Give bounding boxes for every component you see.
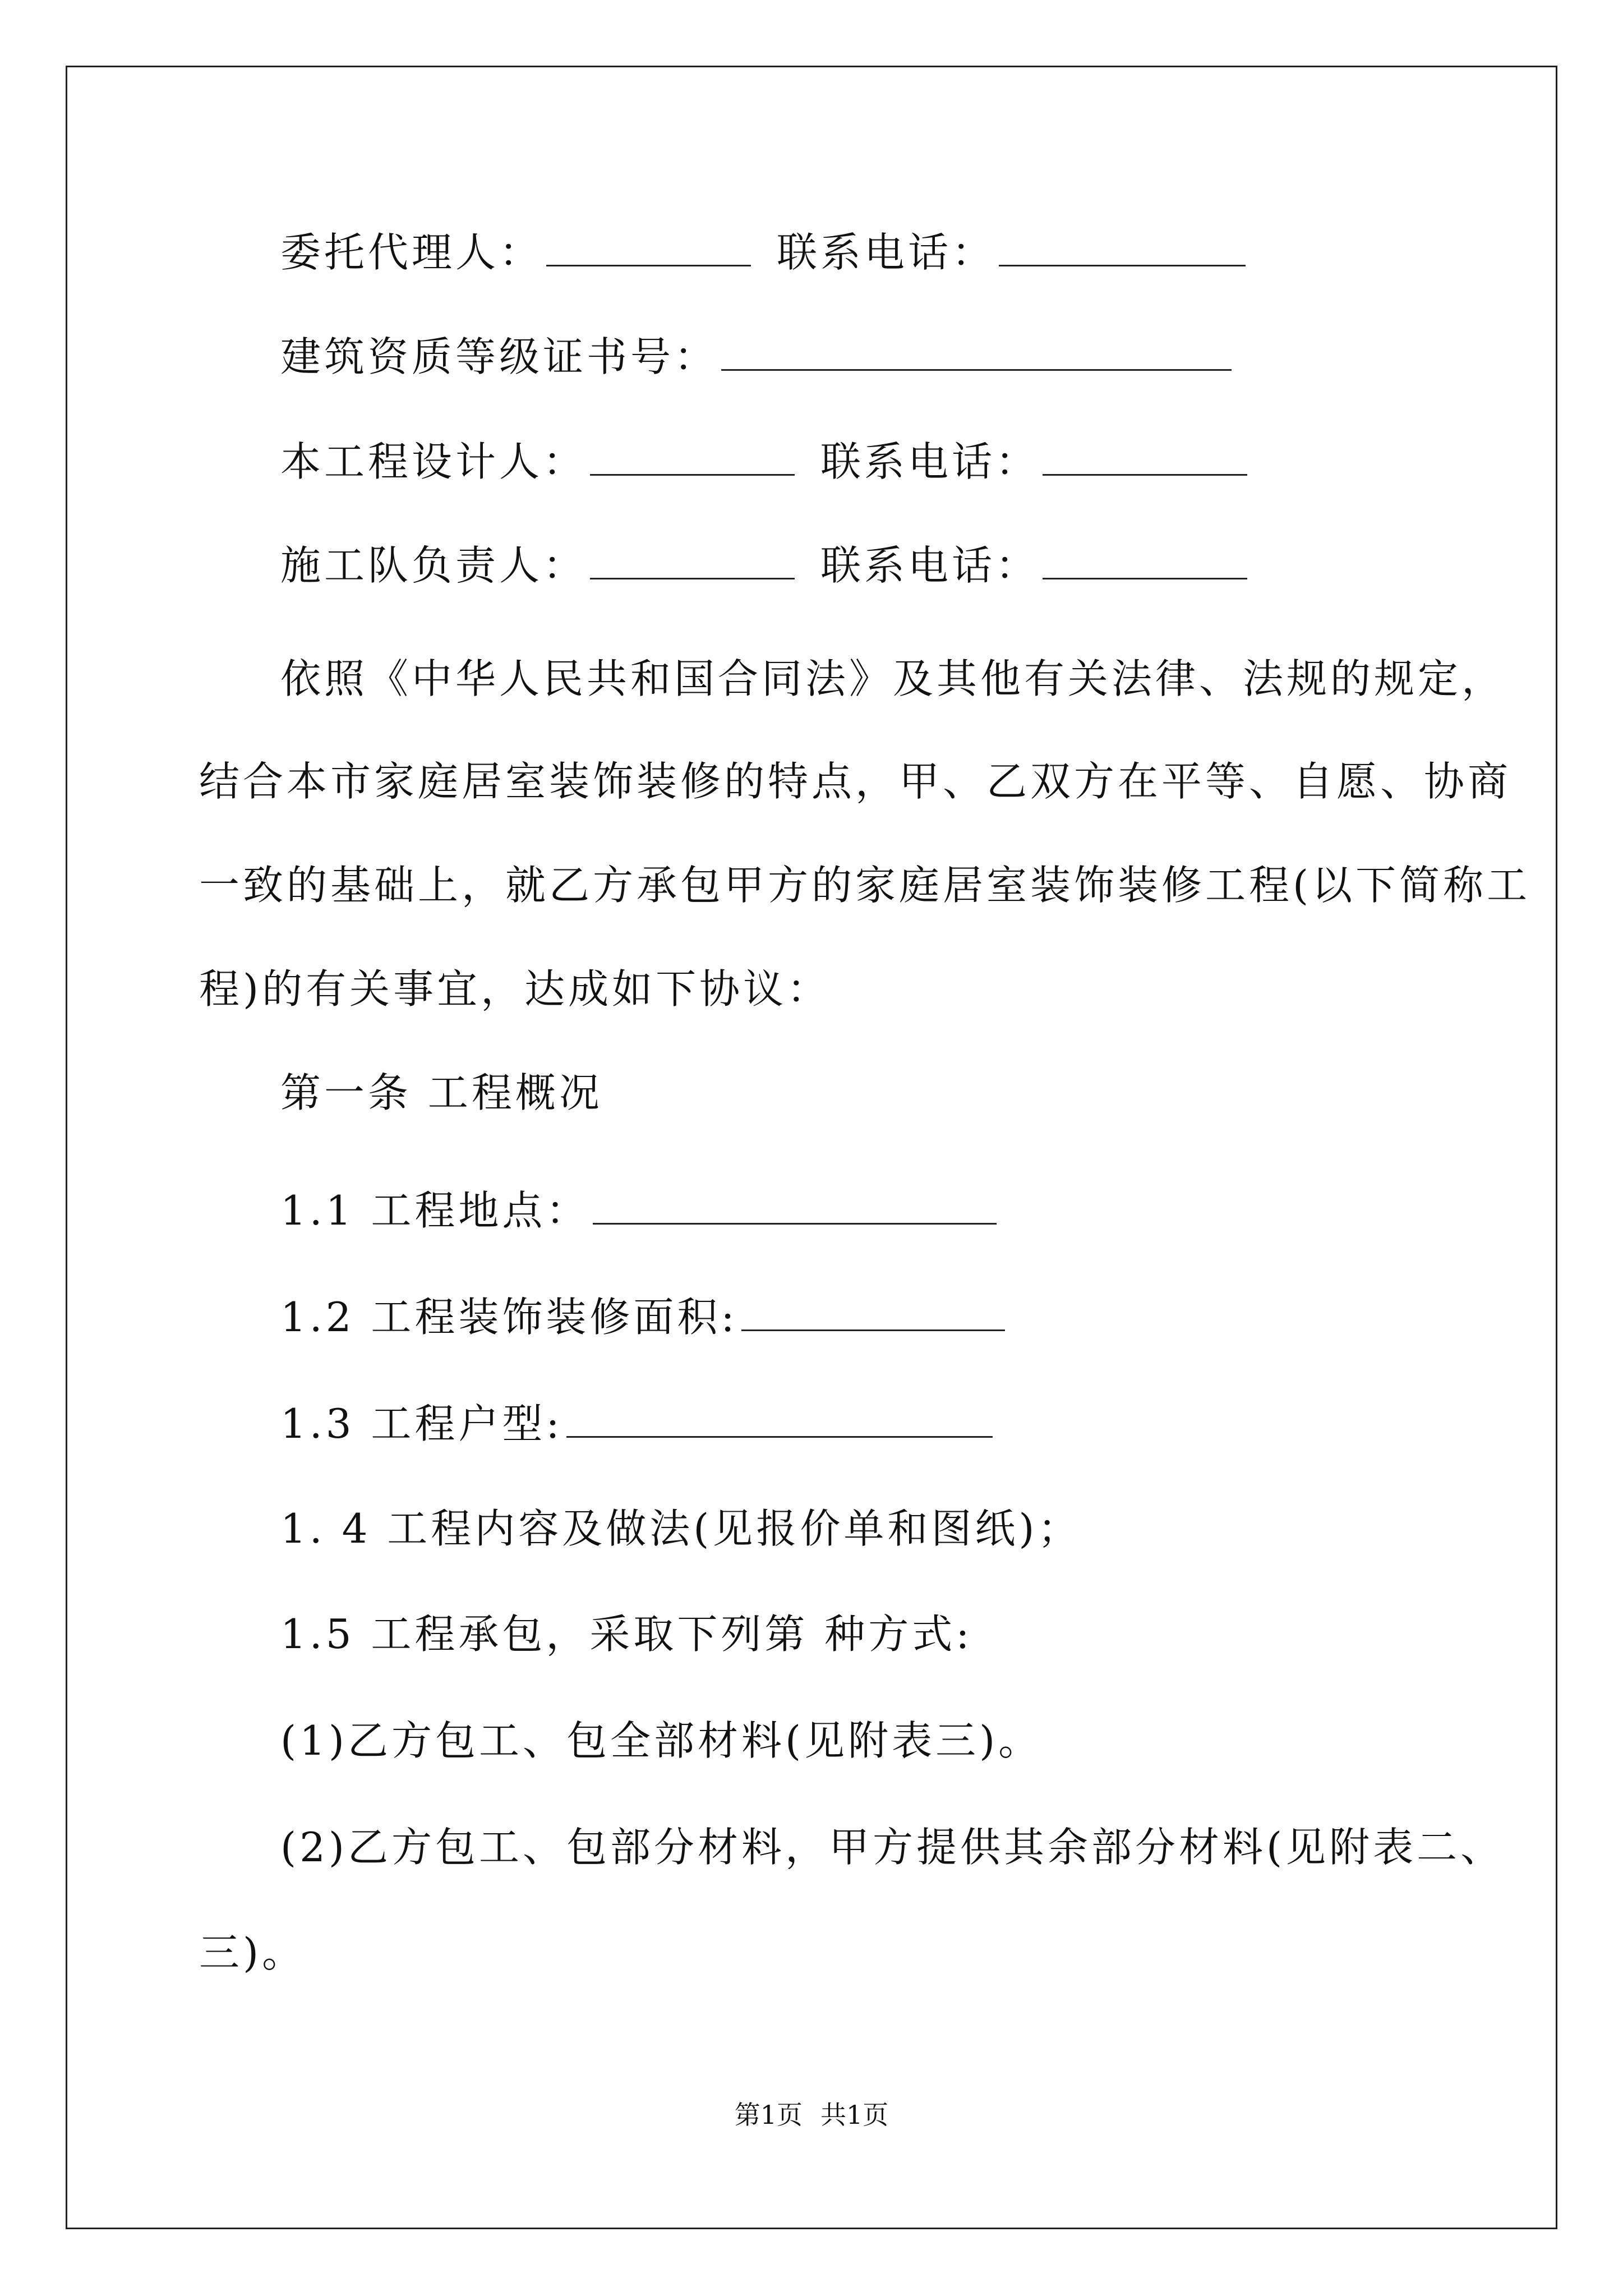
agent-phone-blank[interactable]	[999, 228, 1246, 266]
crew-phone-label: 联系电话：	[820, 542, 1040, 589]
item-1-3-line	[280, 1397, 996, 1451]
item-1-4: 1. 4 工程内容及做法(见报价单和图纸)；	[280, 1505, 1082, 1552]
item-1-3-blank[interactable]	[566, 1399, 993, 1438]
crew-blank[interactable]	[590, 541, 795, 579]
intro-line-4: 程)的有关事宜，达成如下协议：	[199, 965, 831, 1013]
designer-blank[interactable]	[590, 437, 795, 476]
cert-line	[280, 330, 1235, 384]
item-1-5: 1.5 工程承包，采取下列第 种方式:	[280, 1611, 973, 1658]
page-footer	[0, 2098, 1623, 2132]
item-1-1-line	[280, 1184, 1000, 1237]
designer-phone-blank[interactable]	[1043, 437, 1247, 476]
agent-blank[interactable]	[546, 228, 751, 266]
item-1-2-label: 1.2 工程装饰装修面积:	[280, 1294, 738, 1341]
designer-phone-label: 联系电话：	[820, 438, 1040, 485]
option-2-line-1: (2)乙方包工、包部分材料，甲方提供其余部分材料(见附表二、	[280, 1824, 1505, 1871]
page-frame	[66, 66, 1557, 2229]
intro-line-2: 结合本市家庭居室装饰装修的特点，甲、乙双方在平等、自愿、协商	[199, 758, 1512, 805]
agent-phone-label: 联系电话：	[777, 229, 996, 276]
intro-line-3: 一致的基础上，就乙方承包甲方的家庭居室装饰装修工程(以下简称工	[199, 862, 1531, 909]
agent-line	[280, 226, 1249, 279]
item-1-1-blank[interactable]	[593, 1186, 997, 1225]
designer-label: 本工程设计人：	[280, 438, 587, 485]
cert-label: 建筑资质等级证书号：	[280, 333, 718, 380]
page-total: 共1页	[820, 2100, 889, 2130]
item-1-1-label: 1.1 工程地点：	[280, 1187, 590, 1234]
crew-phone-blank[interactable]	[1043, 541, 1247, 579]
item-1-2-line	[280, 1290, 1008, 1344]
designer-line	[280, 435, 1251, 489]
page-current: 第1页	[734, 2100, 803, 2130]
intro-line-1: 依照《中华人民共和国合同法》及其他有关法律、法规的规定，	[280, 655, 1506, 702]
crew-label: 施工队负责人：	[280, 542, 587, 589]
crew-line	[280, 539, 1251, 592]
cert-blank[interactable]	[721, 332, 1232, 371]
option-1: (1)乙方包工、包全部材料(见附表三)。	[280, 1717, 1043, 1764]
agent-label: 委托代理人：	[280, 229, 543, 276]
item-1-2-blank[interactable]	[741, 1292, 1005, 1331]
option-2-line-2: 三)。	[199, 1929, 306, 1976]
item-1-3-label: 1.3 工程户型:	[280, 1400, 563, 1447]
article-1-heading: 第一条 工程概况	[280, 1069, 603, 1116]
